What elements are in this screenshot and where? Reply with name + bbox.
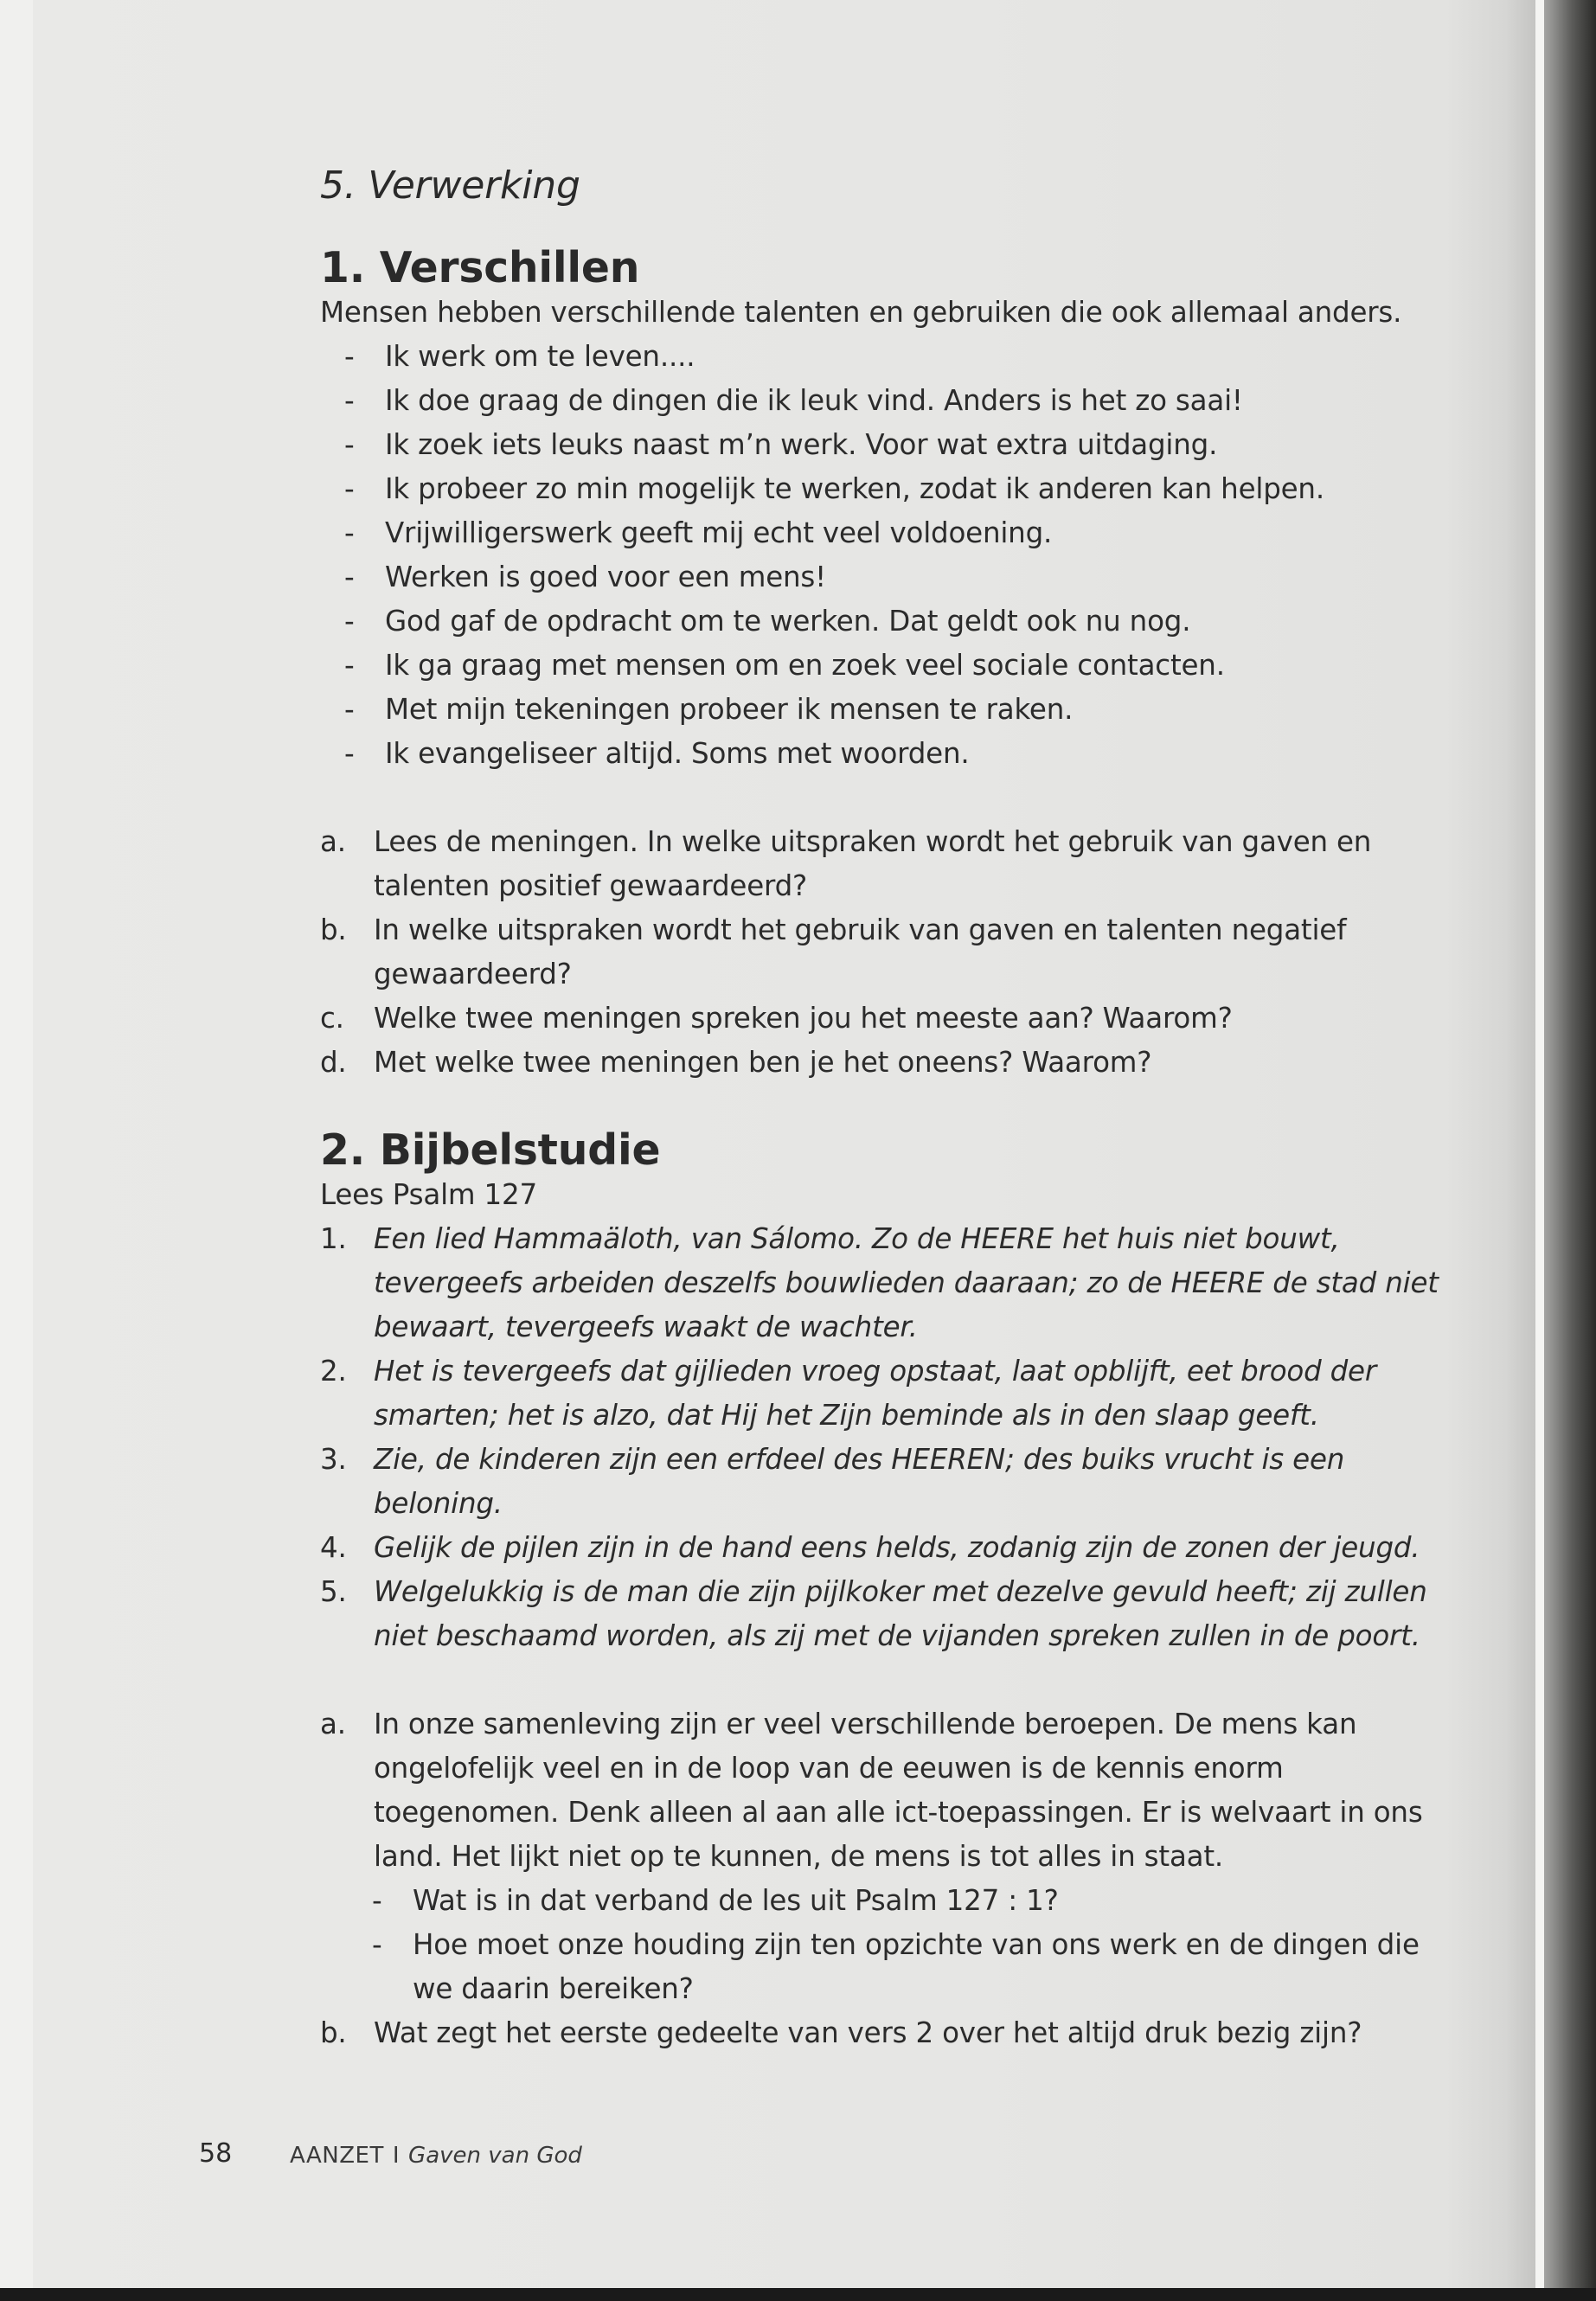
question-item xyxy=(320,1041,1445,1085)
question-text: In onze samenleving zijn er veel verschillende beroepen. De mens kan ongelofelijk veel en in de loop van de eeuwen is de kennis enorm toegenomen. Denk alleen al aan alle ict-toepassingen. Er is welvaart in ons land. Het lijkt niet op te kunnen, de mens is tot alles in staat. xyxy=(374,1708,1423,1873)
page-edge-strip xyxy=(1535,0,1544,2301)
study-question-list xyxy=(320,1702,1445,2055)
opinion-item: - Ik ga graag met mensen om en zoek veel sociale contacten. xyxy=(372,644,1445,688)
verse-number: 4. xyxy=(320,1531,347,1564)
section-heading-verschillen: 1. Verschillen xyxy=(320,244,640,292)
running-footer xyxy=(290,2140,582,2171)
verse-number: 1. xyxy=(320,1222,347,1255)
psalm-verse xyxy=(320,1570,1445,1658)
page-number: 58 xyxy=(199,2138,233,2169)
footer-separator: I xyxy=(392,2143,401,2169)
opinion-item: - God gaf de opdracht om te werken. Dat geldt ook nu nog. xyxy=(372,599,1445,644)
question-label: b. xyxy=(320,2016,347,2049)
verse-number: 5. xyxy=(320,1575,347,1608)
question-item xyxy=(320,2011,1445,2055)
sub-question: - Hoe moet onze houding zijn ten opzichte van ons werk en de dingen die we daarin bereiken? xyxy=(400,1923,1445,2011)
opinion-item: - Ik doe graag de dingen die ik leuk vind. Anders is het zo saai! xyxy=(372,379,1445,423)
chapter-title: 5. Verwerking xyxy=(320,163,580,208)
question-item xyxy=(320,908,1445,997)
question-label: d. xyxy=(320,1046,347,1079)
question-label: c. xyxy=(320,1002,344,1035)
opinion-item: - Met mijn tekeningen probeer ik mensen te raken. xyxy=(372,688,1445,732)
sub-question: - Wat is in dat verband de les uit Psalm 127 : 1? xyxy=(400,1879,1445,1923)
opinion-list xyxy=(320,335,1445,776)
psalm-verse xyxy=(320,1438,1445,1526)
section-intro: Lees Psalm 127 xyxy=(320,1178,537,1211)
section-intro: Mensen hebben verschillende talenten en gebruiken die ook allemaal anders. xyxy=(320,296,1402,329)
scan-bottom-edge xyxy=(0,2288,1596,2301)
psalm-verse xyxy=(320,1349,1445,1438)
question-text: Met welke twee meningen ben je het oneens? Waarom? xyxy=(374,1046,1152,1079)
question-text: In welke uitspraken wordt het gebruik van gaven en talenten negatief gewaardeerd? xyxy=(374,913,1347,990)
psalm-verse-list xyxy=(320,1217,1445,1658)
question-text: Welke twee meningen spreken jou het meeste aan? Waarom? xyxy=(374,1002,1233,1035)
sub-question-list xyxy=(374,1879,1445,2011)
verse-text: Welgelukkig is de man die zijn pijlkoker met dezelve gevuld heeft; zij zullen niet beschaamd worden, als zij met de vijanden spreken zullen in de poort. xyxy=(374,1575,1427,1652)
opinion-item: - Ik evangeliseer altijd. Soms met woorden. xyxy=(372,732,1445,776)
opinion-item: - Werken is goed voor een mens! xyxy=(372,555,1445,599)
page-content xyxy=(320,160,1445,2055)
question-label: a. xyxy=(320,825,346,858)
question-item xyxy=(320,997,1445,1041)
verse-text: Een lied Hammaäloth, van Sálomo. Zo de HEERE het huis niet bouwt, tevergeefs arbeiden deszelfs bouwlieden daaraan; zo de HEERE de stad niet bewaart, tevergeefs waakt de wachter. xyxy=(374,1222,1439,1343)
verse-text: Zie, de kinderen zijn een erfdeel des HEEREN; des buiks vrucht is een beloning. xyxy=(374,1443,1345,1520)
question-label: a. xyxy=(320,1708,346,1740)
book-title: Gaven van God xyxy=(408,2143,582,2169)
section-heading-bijbelstudie: 2. Bijbelstudie xyxy=(320,1126,661,1175)
opinion-item: - Ik zoek iets leuks naast m’n werk. Voor wat extra uitdaging. xyxy=(372,423,1445,467)
book-spine-shadow xyxy=(1535,0,1596,2301)
question-item xyxy=(320,820,1445,908)
psalm-verse xyxy=(320,1526,1445,1570)
spacer xyxy=(320,776,1445,820)
opinion-item: - Ik probeer zo min mogelijk te werken, zodat ik anderen kan helpen. xyxy=(372,467,1445,511)
psalm-verse xyxy=(320,1217,1445,1349)
verse-number: 3. xyxy=(320,1443,347,1476)
spacer xyxy=(320,1085,1445,1129)
verse-text: Gelijk de pijlen zijn in de hand eens helds, zodanig zijn de zonen der jeugd. xyxy=(374,1531,1420,1564)
scan-left-margin xyxy=(0,0,33,2301)
question-text: Wat zegt het eerste gedeelte van vers 2 over het altijd druk bezig zijn? xyxy=(374,2016,1362,2049)
opinion-item: - Ik werk om te leven.... xyxy=(372,335,1445,379)
series-name: AANZET xyxy=(290,2143,384,2169)
opinion-item: - Vrijwilligerswerk geeft mij echt veel voldoening. xyxy=(372,511,1445,555)
verse-text: Het is tevergeefs dat gijlieden vroeg opstaat, laat opblijft, eet brood der smarten; het is alzo, dat Hij het Zijn beminde als in den slaap geeft. xyxy=(374,1355,1377,1432)
question-list xyxy=(320,820,1445,1085)
spacer xyxy=(320,1658,1445,1702)
verse-number: 2. xyxy=(320,1355,347,1388)
question-text: Lees de meningen. In welke uitspraken wordt het gebruik van gaven en talenten positief gewaardeerd? xyxy=(374,825,1372,902)
question-item xyxy=(320,1702,1445,2011)
question-label: b. xyxy=(320,913,347,946)
